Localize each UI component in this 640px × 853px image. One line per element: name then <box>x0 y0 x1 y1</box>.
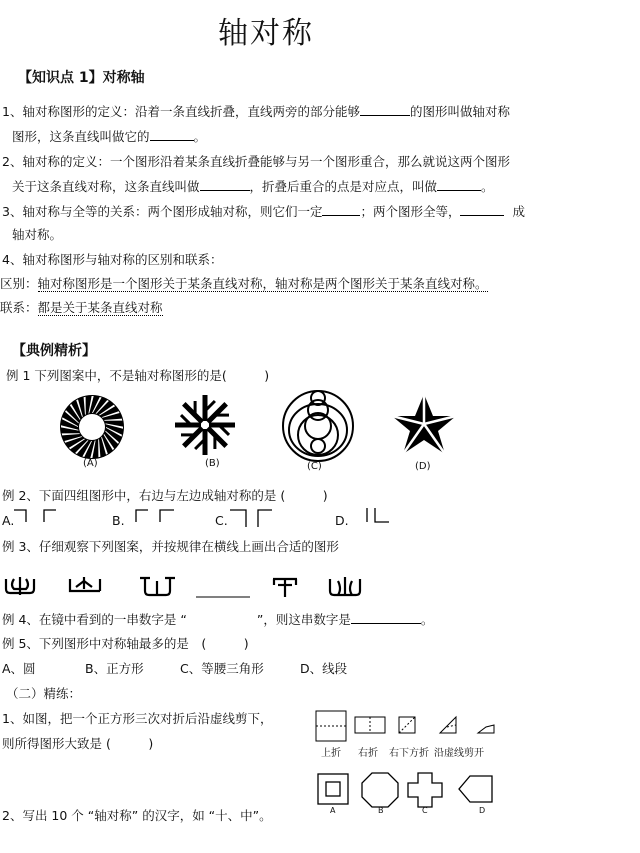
example4-text-a: 例 4、在镜中看到的一串数字是 “ <box>2 612 187 627</box>
item3-text-a: 3、轴对称与全等的关系：两个图形成轴对称，则它们一定 <box>2 204 323 219</box>
example4-end: 。 <box>420 612 434 627</box>
connection-label: 联系： <box>0 300 38 315</box>
example5-option-c[interactable]: C、等腰三角形 <box>180 661 264 676</box>
figure-b-snowflake <box>175 395 235 455</box>
option-a-shapes <box>14 510 56 522</box>
item3-line2: 轴对称。 <box>12 227 63 242</box>
item2-line2 <box>12 178 494 195</box>
item1-line2 <box>12 128 206 145</box>
section1-heading: 【知识点 1】对称轴 <box>18 70 145 86</box>
figure-c-label: (C) <box>307 461 322 472</box>
section3-heading: （二）精练： <box>6 686 82 701</box>
pattern-5 <box>273 579 297 597</box>
answer-a-square <box>318 774 348 804</box>
answer-label-d: D <box>479 806 486 815</box>
example1-question: 例 1 下列图案中，不是轴对称图形的是( ) <box>6 368 270 383</box>
item1-line1 <box>2 103 510 120</box>
pattern-6 <box>330 577 360 595</box>
figure-a-sunburst <box>60 395 124 459</box>
answer-label-a: A <box>330 806 336 815</box>
example5-option-d[interactable]: D、线段 <box>300 661 348 676</box>
item3-text-c: 成 <box>512 204 525 219</box>
fold-step-4 <box>440 717 456 733</box>
example5-option-b[interactable]: B、正方形 <box>85 661 144 676</box>
example2-option-b[interactable]: B. <box>112 513 125 528</box>
example2-option-a[interactable]: A. <box>2 513 15 528</box>
item1-end: 。 <box>193 129 207 144</box>
pattern-3 <box>140 578 175 595</box>
item2-end: 。 <box>481 179 494 194</box>
item2-blank1[interactable] <box>200 178 250 191</box>
pattern-2 <box>70 577 100 591</box>
example4-text-b: ”，则这串数字是 <box>256 612 351 627</box>
item2-text-c: ，折叠后重合的点是对应点，叫做 <box>249 179 438 194</box>
example5-option-a[interactable]: A、圆 <box>2 661 36 676</box>
fold-step-3 <box>399 717 415 733</box>
item2-blank2[interactable] <box>437 178 481 191</box>
fold-label-4: 沿虚线剪开 <box>434 748 484 759</box>
item3-line1 <box>2 203 525 220</box>
item3-blank2[interactable] <box>460 203 504 216</box>
difference-label: 区别： <box>0 276 38 291</box>
connection-line <box>0 300 163 316</box>
pattern-1 <box>6 577 34 595</box>
item1-text-c: 图形，这条直线叫做它的 <box>12 129 150 144</box>
answer-d-pentagon <box>459 776 492 802</box>
figure-c-circles <box>283 391 353 461</box>
item1-text-b: 的图形叫做轴对称 <box>409 104 510 119</box>
example4-blank[interactable] <box>351 611 421 624</box>
item1-blank2[interactable] <box>150 128 194 141</box>
answer-label-c: C <box>422 806 428 815</box>
example3-question: 例 3、仔细观察下列图案，并按规律在横线上画出合适的图形 <box>2 539 339 554</box>
option-b-shapes <box>136 510 174 522</box>
figure-b-label: (B) <box>205 458 220 469</box>
practice2-question: 2、写出 10 个 “轴对称” 的汉字，如 “十、中”。 <box>2 808 272 823</box>
connection-text: 都是关于某条直线对称 <box>37 300 163 315</box>
item3-text-b: ；两个图形全等， <box>360 204 461 219</box>
example2-option-c[interactable]: C. <box>215 513 228 528</box>
difference-text: 轴对称图形是一个图形关于某条直线对称，轴对称是两个图形关于某条直线对称。 <box>37 276 488 291</box>
example5-question: 例 5、下列图形中对称轴最多的是 ( ) <box>2 636 249 651</box>
fold-label-1: 上折 <box>321 748 341 759</box>
figure-d-label: (D) <box>415 461 431 472</box>
practice1-line2: 则所得图形大致是 ( ) <box>2 736 154 751</box>
fold-label-3: 右下方折 <box>389 748 429 759</box>
figure-d-star <box>392 394 456 454</box>
item1-blank1[interactable] <box>360 103 410 116</box>
option-c-shapes <box>230 510 272 527</box>
item3-blank1[interactable] <box>322 203 360 216</box>
example2-option-d[interactable]: D. <box>335 513 349 528</box>
item4: 4、轴对称图形与轴对称的区别和联系： <box>2 252 223 267</box>
example2-question: 例 2、下面四组图形中，右边与左边成轴对称的是 ( ) <box>2 488 328 503</box>
difference-line <box>0 276 488 292</box>
figure-a-label: (A) <box>83 458 98 469</box>
item2-line1: 2、轴对称的定义：一个图形沿着某条直线折叠能够与另一个图形重合，那么就说这两个图形 <box>2 154 510 169</box>
answer-label-b: B <box>378 806 384 815</box>
option-d-shapes <box>367 508 389 522</box>
example2-figures <box>0 505 640 535</box>
page-title: 轴对称 <box>218 16 314 51</box>
fold-label-2: 右折 <box>358 748 378 759</box>
example4-line <box>2 611 433 628</box>
item1-text-a: 1、轴对称图形的定义：沿着一条直线折叠，直线两旁的部分能够 <box>2 104 360 119</box>
answer-b-octagon <box>362 773 398 807</box>
fold-step-1 <box>316 711 346 741</box>
folding-steps <box>0 705 640 755</box>
answer-c-cross <box>408 773 442 807</box>
section2-heading: 【典例精析】 <box>12 343 96 359</box>
fold-step-2 <box>355 717 385 733</box>
item2-text-b: 关于这条直线对称，这条直线叫做 <box>12 179 200 194</box>
practice1-line1: 1、如图，把一个正方形三次对折后沿虚线剪下， <box>2 711 273 726</box>
fold-step-5 <box>478 725 494 733</box>
example3-patterns <box>0 575 640 605</box>
